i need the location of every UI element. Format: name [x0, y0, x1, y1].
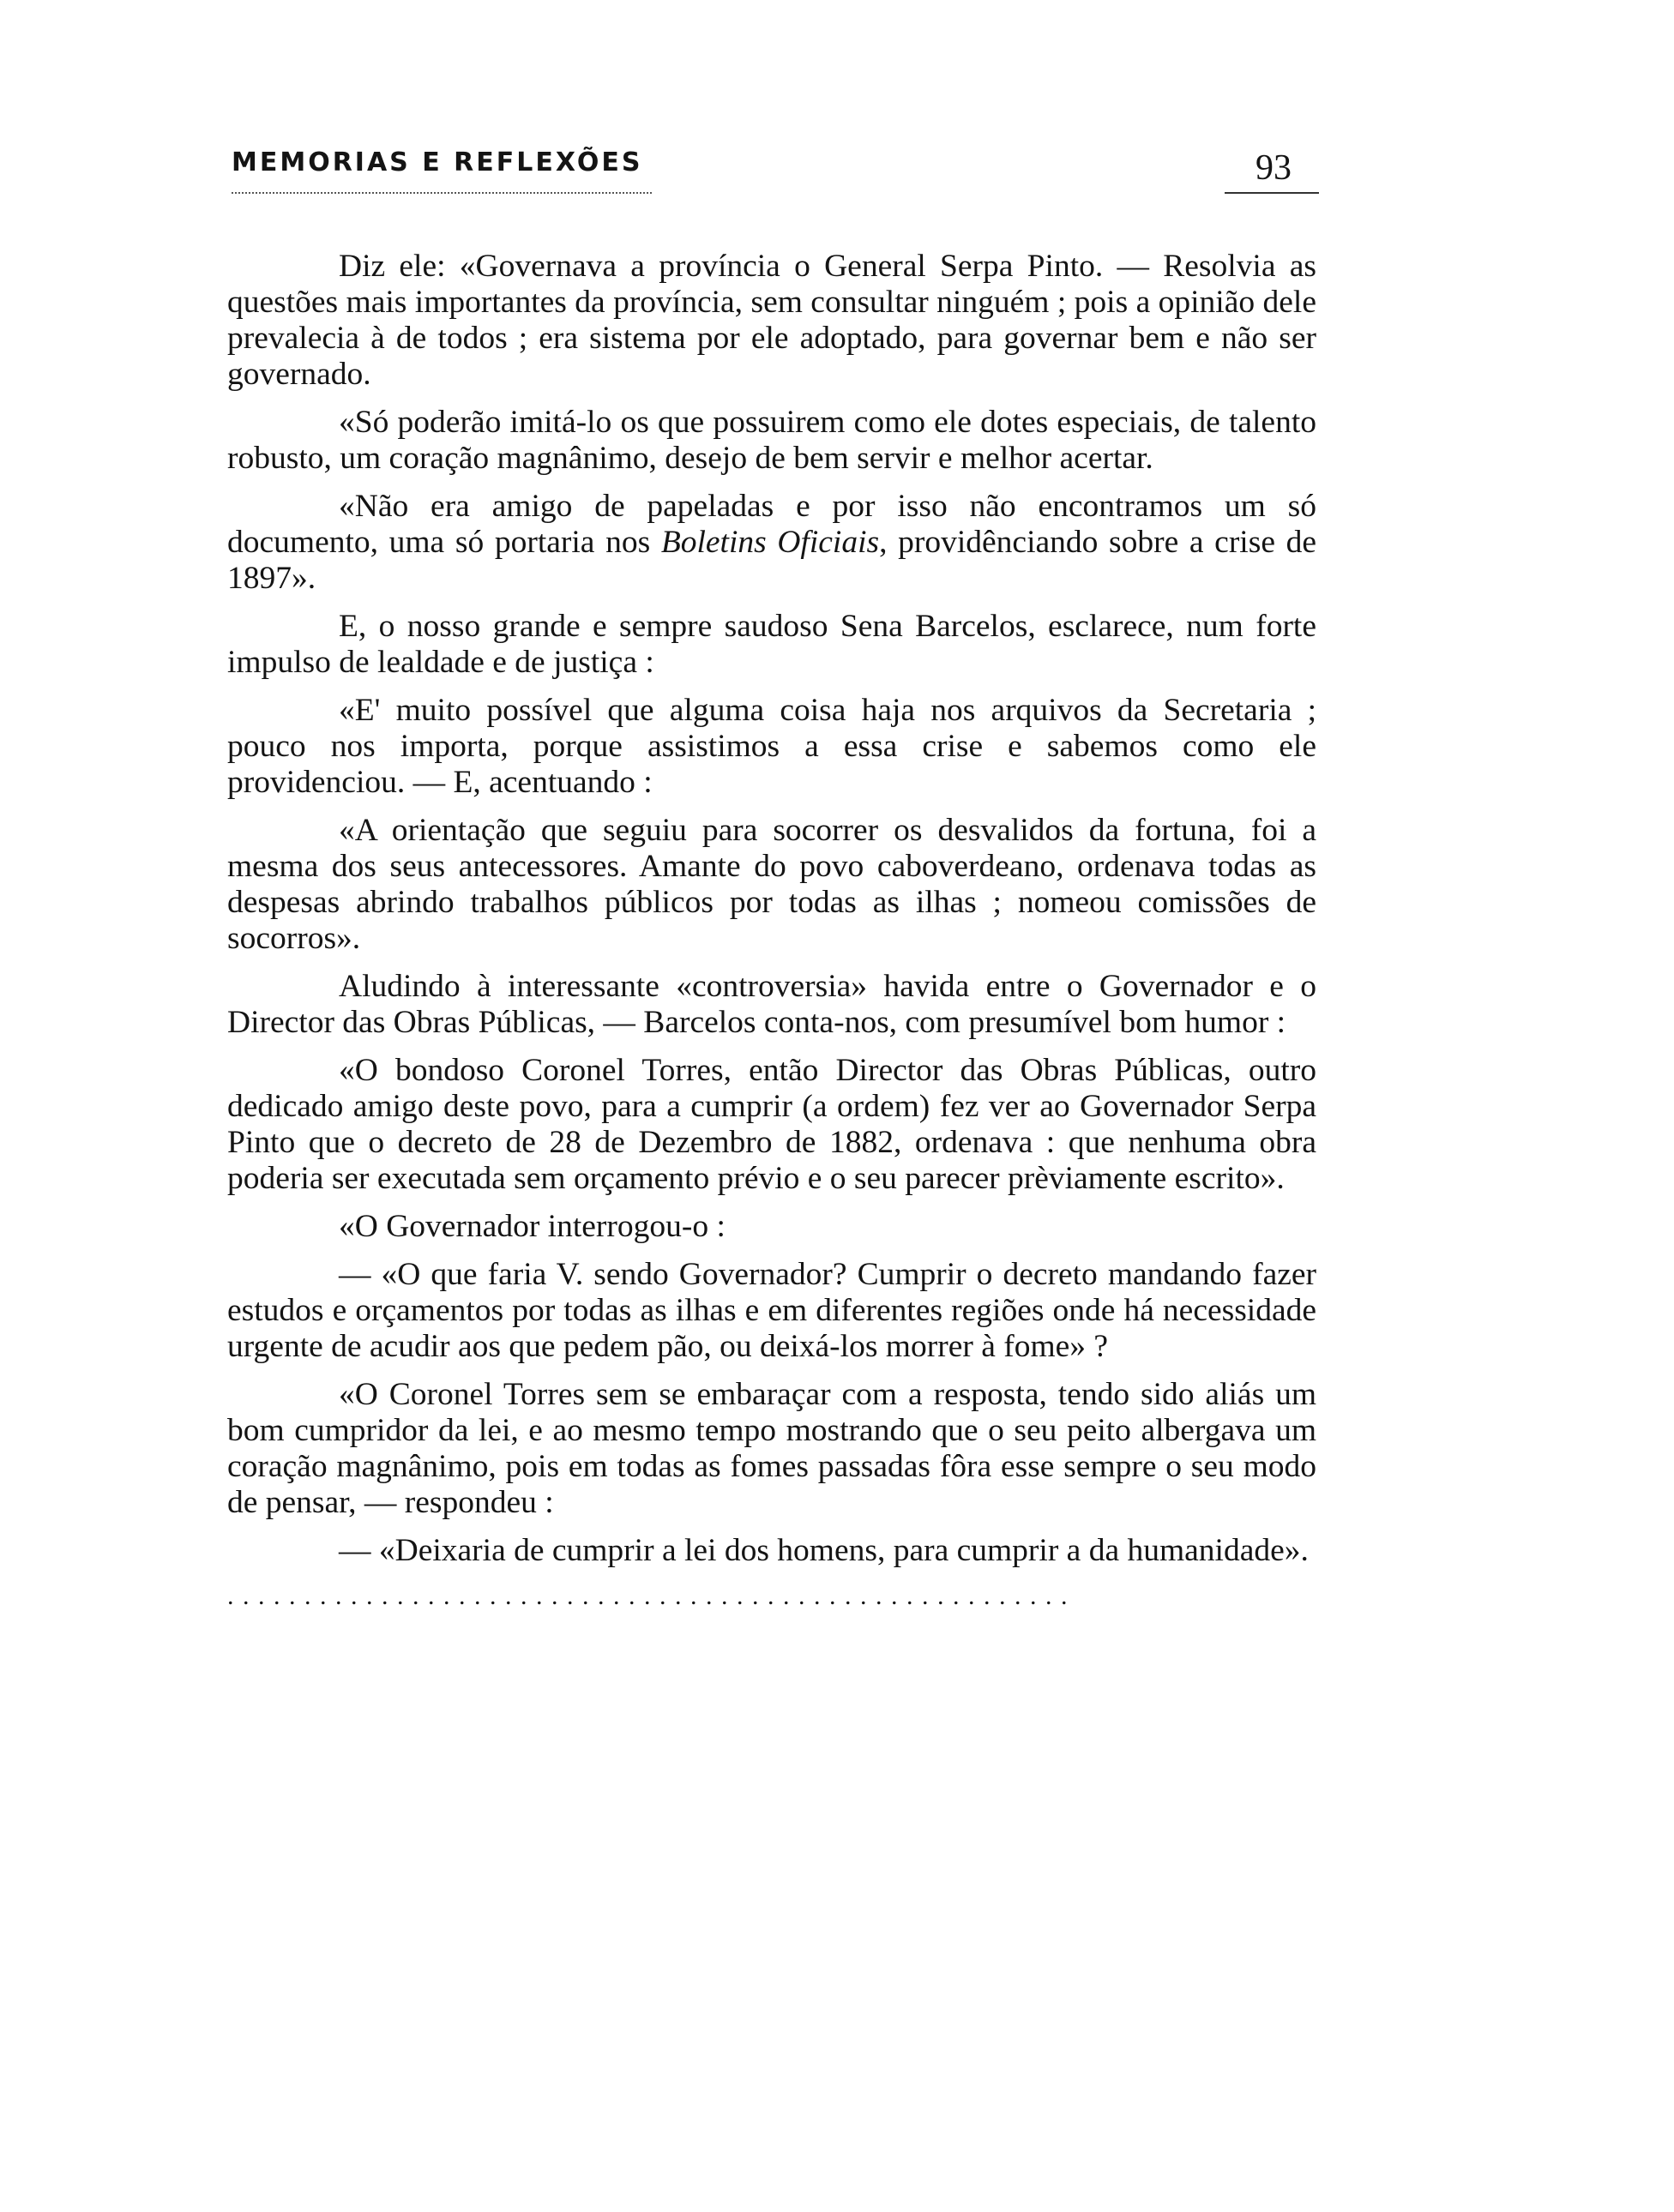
running-header	[232, 144, 1319, 195]
paragraph-text: «O Governador interrogou-o :	[339, 1209, 726, 1244]
paragraph-text: «Não era amigo de papeladas e por isso não encontramos um só documento, uma só portaria nos	[227, 489, 1316, 560]
header-rule-left	[232, 192, 652, 194]
paragraph	[227, 1209, 1316, 1245]
paragraph-text: , providênciando sobre a crise de 1897».	[227, 525, 1316, 596]
paragraph	[227, 249, 1316, 393]
paragraph	[227, 693, 1316, 801]
running-title: MEMORIAS E REFLEXÕES	[232, 147, 643, 177]
paragraph-text: Diz ele: «Governava a província o General Serpa Pinto. — Resolvia as questões mais importantes da província, sem consultar ninguém ; pois a opinião dele prevalecia à de todos ; era sistema por ele adoptado, para governar bem e não ser governado.	[227, 249, 1316, 392]
paragraph	[227, 1533, 1316, 1569]
page-number: 93	[1256, 148, 1292, 188]
paragraph-text: — «O que faria V. sendo Governador? Cumprir o decreto mandando fazer estudos e orçamentos por todas as ilhas e em diferentes regiões onde há necessidade urgente de acudir aos que pedem pão, ou deixá-los morrer à fome» ?	[227, 1257, 1316, 1364]
paragraph	[227, 609, 1316, 681]
paragraph	[227, 813, 1316, 957]
paragraph-text: «A orientação que seguiu para socorrer os desvalidos da fortuna, foi a mesma dos seus antecessores. Amante do povo caboverdeano, ordenava todas as despesas abrindo trabalhos públicos por todas as ilhas ; nomeou comissões de socorros».	[227, 813, 1316, 956]
paragraph	[227, 489, 1316, 597]
paragraph-text: «O Coronel Torres sem se embaraçar com a resposta, tendo sido aliás um bom cumpridor da lei, e ao mesmo tempo mostrando que o seu peito albergava um coração magnânimo, pois em todas as fomes passadas fôra esse sempre o seu modo de pensar, — respondeu :	[227, 1377, 1316, 1520]
paragraph-text: «Só poderão imitá-lo os que possuirem como ele dotes especiais, de talento robusto, um coração magnânimo, desejo de bem servir e melhor acertar.	[227, 405, 1316, 476]
paragraph	[227, 405, 1316, 477]
paragraph-text: «E' muito possível que alguma coisa haja nos arquivos da Secretaria ; pouco nos importa, porque assistimos a essa crise e sabemos como ele providenciou. — E, acentuando :	[227, 693, 1316, 800]
paragraph	[227, 969, 1316, 1041]
paragraph-text: E, o nosso grande e sempre saudoso Sena Barcelos, esclarece, num forte impulso de lealdade e de justiça :	[227, 609, 1316, 680]
paragraph-text: Aludindo à interessante «controversia» havida entre o Governador e o Director das Obras Públicas, — Barcelos conta-nos, com presumível bom humor :	[227, 969, 1316, 1040]
paragraph	[227, 1053, 1316, 1197]
paragraph-text: «O bondoso Coronel Torres, então Director das Obras Públicas, outro dedicado amigo deste povo, para a cumprir (a ordem) fez ver ao Governador Serpa Pinto que o decreto de 28 de Dezembro de 1882, ordenava : que nenhuma obra poderia ser executada sem orçamento prévio e o seu parecer prèviamente escrito».	[227, 1053, 1316, 1196]
ellipsis-row: .......................................................	[227, 1582, 1076, 1610]
paragraph-text: — «Deixaria de cumprir a lei dos homens, para cumprir a da humanidade».	[339, 1533, 1309, 1568]
header-rule-right	[1225, 192, 1319, 194]
italic-title: Boletins Oficiais	[660, 525, 880, 560]
paragraph	[227, 1257, 1316, 1365]
body-text	[227, 249, 1316, 1612]
paragraph	[227, 1377, 1316, 1521]
